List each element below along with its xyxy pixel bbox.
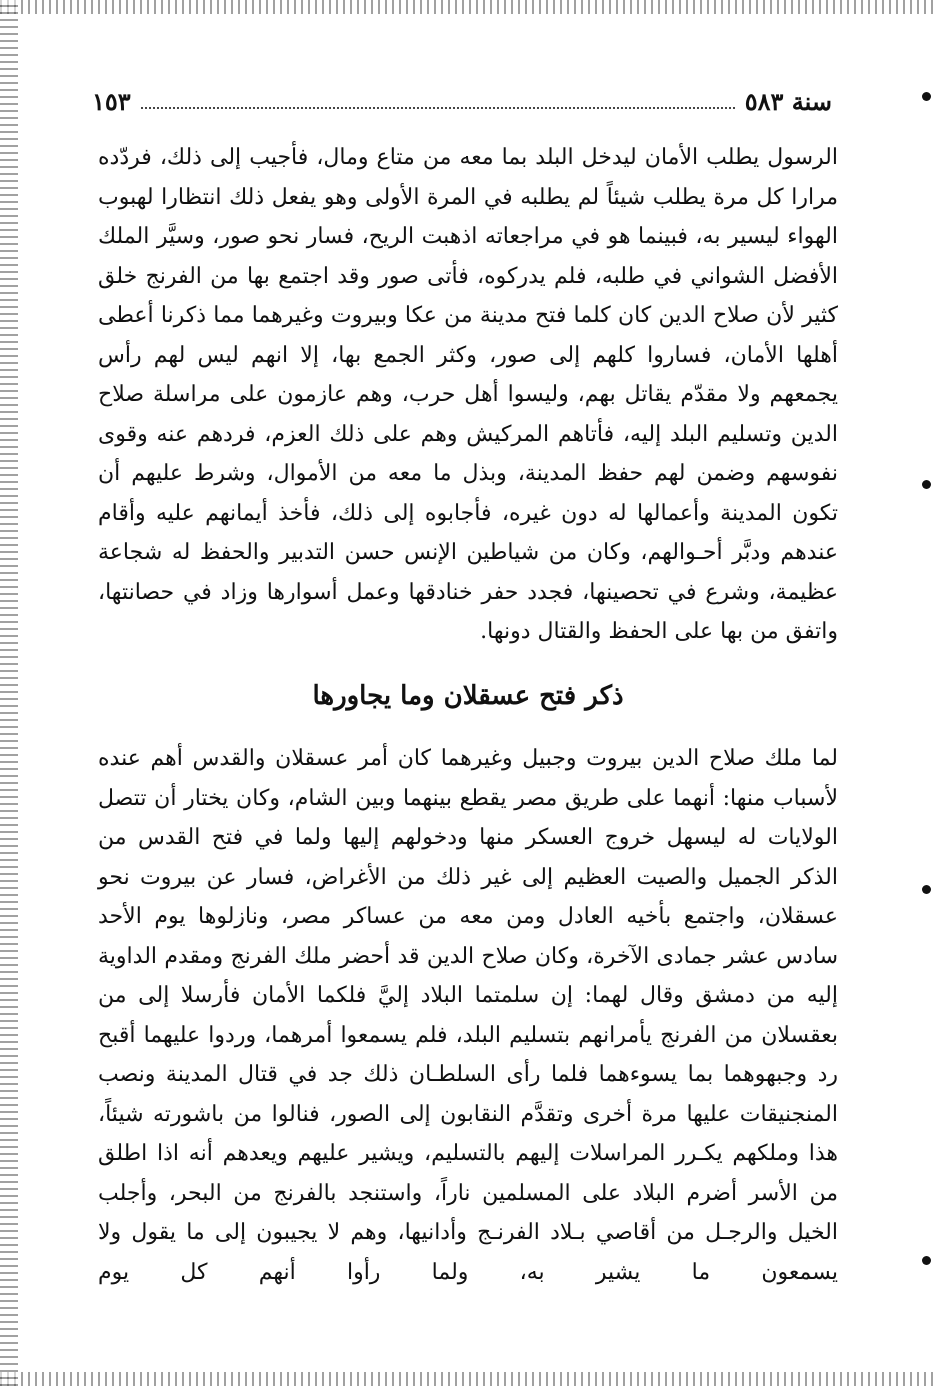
paragraph-text: لما ملك صلاح الدين بيروت وجبيل وغيرهما كان أمر عسقلان والقدس أهم عنده لأسباب منها: أنهما على طريق مصر يقطع بينهما وبين الشام، وكان يختار أن تتصل الولايات له ليسهل خروج العسكر منها ودخولهم إليها ولما في فتح القدس من الذكر الجميل والصيت العظيم إلى غير ذلك من الأغراض، فسار عن بيروت نحو عسقلان، واجتمع بأخيه العادل ومن معه من عساكر مصر، ونازلوها يوم الأحد سادس عشر جمادى الآخرة، وكان صلاح الدين قد أحضر ملك الفرنج ومقدم الداوية إليه من دمشق وقال لهما: إن سلمتما البلاد إليَّ فلكما الأمان فأرسلا إلى من بعقسلان من الفرنج يأمرانهم بتسليم البلد، فلم يسمعوا أمرهما، وردوا عليهما أقبح رد وجبهوهما بما يسوءهما فلما رأى السلطـان ذلك جد في قتال المدينة ونصب المنجنيقات عليها مرة أخرى وتقدَّم النقابون إلى الصور، فنالوا من باشورته شيئاً، هذا وملكهم يكـرر المراسلات إليهم بالتسليم، ويشير عليهم ويعدهم أنه اذا اطلق من الأسر أضرم البلاد على المسلمين ناراً، واستنجد بالفرنج من البحر، وأجلب الخيل والرجـل من أقاصي بـلاد الفرنـج وأدانيها، وهم لا يجيبون إلى ما يقول ولا يسمعون ما يشير به، ولما رأوا أنهم كل يوم (98, 746, 838, 1285)
ornamental-border-left (0, 0, 18, 1386)
margin-bullet-icon (922, 92, 931, 101)
header-dotted-leader (141, 107, 735, 109)
margin-bullet-icon (922, 1256, 931, 1265)
page-header (92, 82, 832, 116)
paragraph-mirkish-tyre (98, 138, 838, 652)
margin-bullet-icon (922, 480, 931, 489)
ornamental-border-bottom (0, 1372, 935, 1386)
ornamental-border-top (0, 0, 935, 14)
running-title: سنة ٥٨٣ (744, 87, 832, 116)
page-number: ١٥٣ (92, 87, 131, 116)
section-heading: ذكر فتح عسقلان وما يجاورها (312, 681, 624, 711)
paragraph-text: الرسول يطلب الأمان ليدخل البلد بما معه من متاع ومال، فأجيب إلى ذلك، فردّده مرارا كل مرة يطلب شيئاً لم يطلبه في المرة الأولى وهو يفعل ذلك انتظارا لهبوب الهواء ليسير به، فبينما هو في مراجعاته اذهبت الريح، فسار نحو صور، وسيَّر الملك الأفضل الشواني في طلبه، فلم يدركوه، فأتى صور وقد اجتمع بها من الفرنج خلق كثير لأن صلاح الدين كان كلما فتح مدينة من عكا وبيروت وغيرهما مما ذكرنا أعطى أهلها الأمان، فساروا كلهم إلى صور، وكثر الجمع بها، إلا انهم ليس لهم رأس يجمعهم ولا مقدّم يقاتل بهم، وليسوا أهل حرب، وهم عازمون على مراسلة صلاح الدين وتسليم البلد إليه، فأتاهم المركيش وهم على ذلك العزم، فردهم عنه وقوى نفوسهم وضمن لهم حفظ المدينة، وبذل ما معه من الأموال، وشرط عليهم أن تكون المدينة وأعمالها له دون غيره، فأجابوه إلى ذلك، فأخذ أيمانهم عليه وأقام عندهم ودبَّر أحـوالهم، وكان من شياطين الإنس حسن التدبير والحفظ له شجاعة عظيمة، وشرع في تحصينها، فجدد حفر خنادقها وعمل أسوارها وزاد في حصانتها، واتفق من بها على الحفظ والقتال دونها. (98, 145, 838, 644)
paragraph-ascalon (98, 739, 838, 1292)
margin-bullet-icon (922, 885, 931, 894)
